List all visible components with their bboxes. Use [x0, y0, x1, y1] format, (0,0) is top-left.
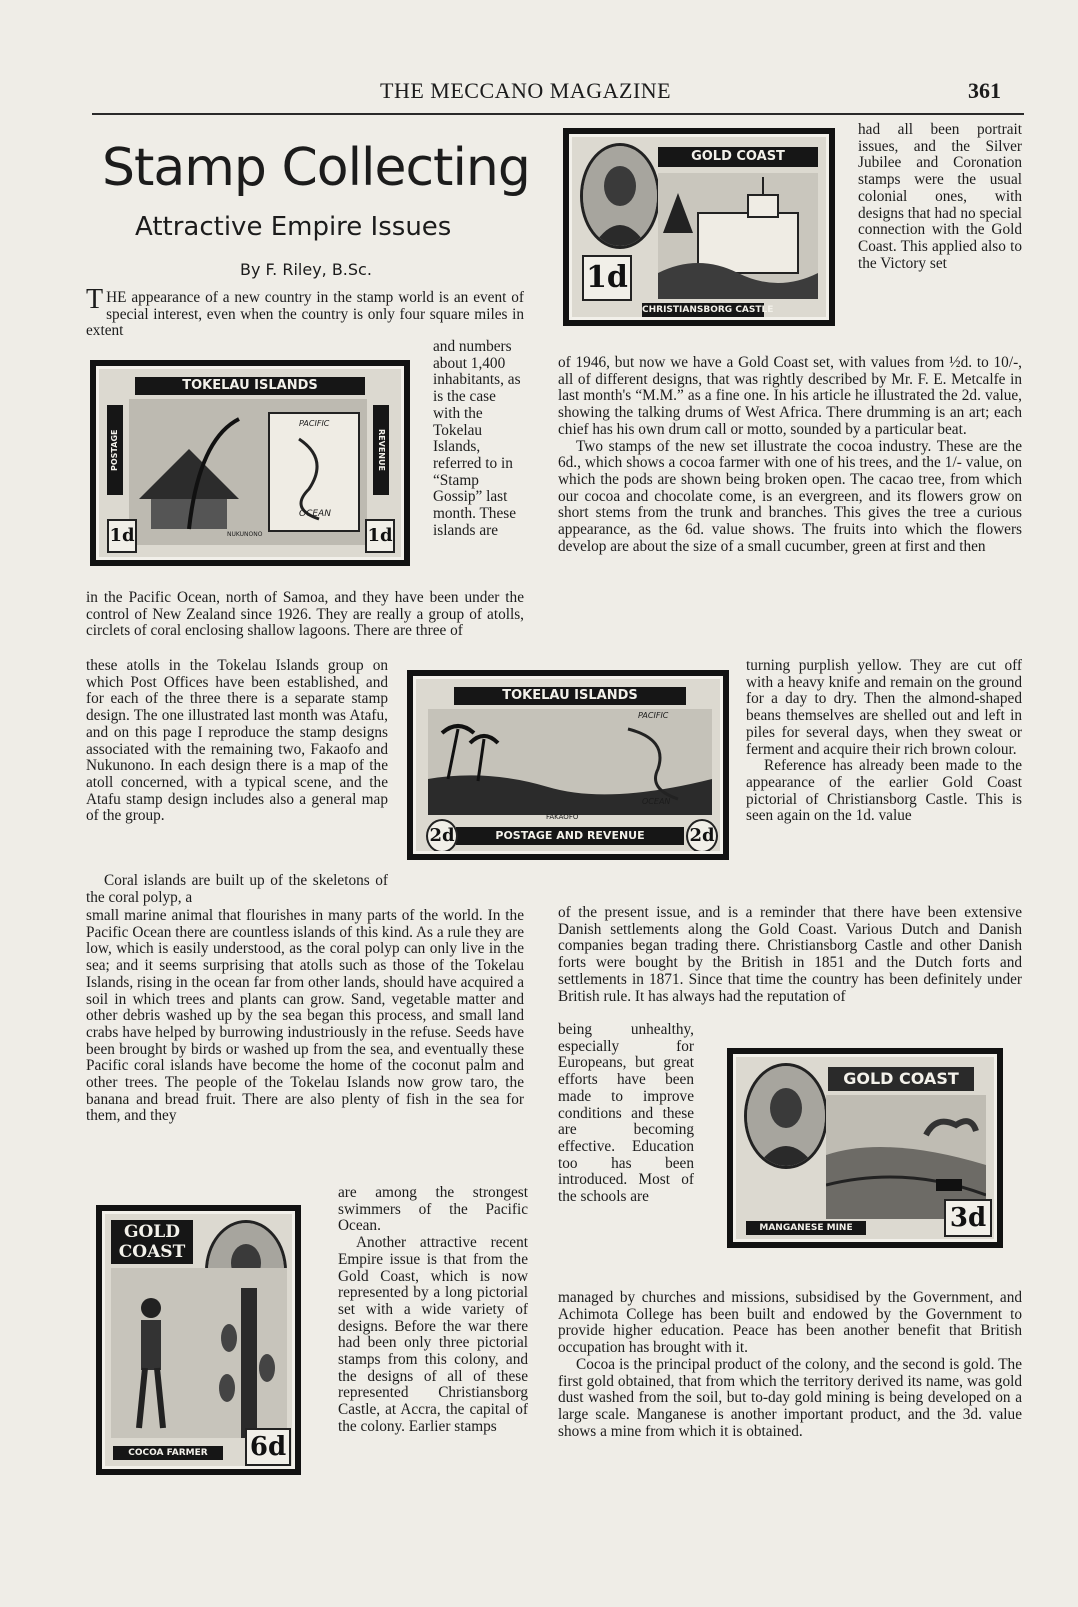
stamp-value-left: 2d	[426, 819, 458, 853]
health-paragraph	[558, 1022, 694, 1206]
article-subtitle: Attractive Empire Issues	[135, 212, 452, 242]
stamp-country: GOLD COAST	[828, 1067, 974, 1091]
stamp-value-right: 2d	[686, 819, 718, 853]
stamp-country-line2: COAST	[118, 1242, 186, 1262]
stamp-side-right: REVENUE	[373, 405, 389, 495]
stamp-gold-coast-6d	[96, 1205, 301, 1475]
atolls-text: these atolls in the Tokelau Islands group on which Post Offices have been established, and for each of the three there is a separate stamp design. The one illustrated last month was Atafu, and on this page I reproduce the stamp designs associated with the remaining two, Fakaofo and Nukunono. In each design there is a map of the atoll concerned, with a typical scene, and the Atafu stamp design includes also a general map of the group.	[86, 657, 388, 825]
stamp-frame	[102, 1211, 295, 1469]
king-portrait-icon	[744, 1063, 828, 1169]
swimmers-text: are among the strongest swimmers of the Pacific Ocean.	[338, 1184, 528, 1235]
stamp-country-line1: GOLD	[123, 1222, 181, 1242]
stamp-gold-coast-3d	[727, 1048, 1003, 1248]
atolls-paragraph	[86, 658, 388, 825]
page-number: 361	[968, 78, 1001, 103]
portrait-issues-paragraph	[858, 122, 1022, 272]
pacific-text: in the Pacific Ocean, north of Samoa, and they have been under the control of New Zealand since 1926. They are really a group of atolls, circlets of coral enclosing shallow lagoons. There are three of	[86, 589, 524, 640]
history-text: of the present issue, and is a reminder that there have been extensive Danish settlements along the Gold Coast. Various Dutch and Danish companies began trading there. Christiansborg Castle and other Danish forts were bought by the British in 1851 and the Dutch forts and settlements in 1871. Since that time the country has been definitely under British rule. It has always had the reputation of	[558, 904, 1022, 1005]
map-label: PACIFIC	[299, 419, 330, 428]
stamp-tokelau-2d	[407, 670, 729, 860]
stamp-country: TOKELAU ISLANDS	[135, 377, 365, 395]
drop-cap: T	[86, 284, 104, 315]
ocean-label: OCEAN	[642, 797, 671, 806]
pacific-paragraph	[86, 590, 524, 640]
products-text: Cocoa is the principal product of the colony, and the second is gold. The first gold obtained, that from which the territory derived its name, was gold dust washed from the soil, but to-day gold mining is being developed on a large scale. Manganese is another important product, and the 3d. value shows a mine from which it is obtained.	[558, 1355, 1022, 1440]
stamp-tokelau-1d	[90, 360, 410, 566]
stamp-value-left: 1d	[107, 519, 137, 553]
stamp-caption: COCOA FARMER	[113, 1446, 223, 1460]
ocean-label: OCEAN	[299, 509, 331, 519]
place-label: FAKAOFO	[546, 813, 579, 821]
king-portrait-icon	[580, 143, 660, 249]
article-byline: By F. Riley, B.Sc.	[240, 260, 372, 279]
place-label: NUKUNONO	[227, 531, 263, 538]
hut-scene-icon	[129, 399, 367, 545]
stamp-country	[111, 1220, 193, 1264]
coral-start-paragraph	[86, 873, 388, 906]
education-paragraph	[558, 1290, 1022, 1440]
stamp-caption: CHRISTIANSBORG CASTLE	[642, 305, 774, 315]
empire-issue-text: Another attractive recent Empire issue is that from the Gold Coast, which is now represented by a long pictorial set with a wide variety of designs. Before the war there had been only three pictorial stamps from this colony, and the designs of all of these represented Christiansborg Castle, at Accra, the capital of the colony. Earlier stamps	[338, 1234, 528, 1435]
beside-tokelau-paragraph: and numbers about 1,400 inhabitants, as is the case with the Tokelau Islands, referred to in “Stamp Gossip” last month. These islands are	[433, 338, 521, 539]
stamp-frame	[733, 1054, 997, 1242]
header-rule	[92, 113, 1024, 115]
education-text: managed by churches and missions, subsidised by the Government, and Achimota College has been built and endowed by the Government to provide higher education. Peace has been another benefit that British occupation has brought with it.	[558, 1289, 1022, 1357]
intro-text: HE appearance of a new country in the stamp world is an event of special interest, even when the country is only four square miles in extent	[86, 289, 524, 340]
victory-set-text: of 1946, but now we have a Gold Coast set, with values from ½d. to 10/-, all of different designs, that was rightly described by Mr. F. E. Metcalfe in last month's “M.M.” as a fine one. In his article he illustrated the 2d. value, showing the talking drums of West Africa. There drumming is an art; each chief has his own drum call or motto, sounded by a particular beat.	[558, 354, 1022, 438]
stamp-country: TOKELAU ISLANDS	[454, 687, 686, 705]
coral-paragraph	[86, 908, 524, 1125]
cocoa-process-text: turning purplish yellow. They are cut off with a heavy knife and remain on the ground for a day to dry. Then the almond-shaped beans themselves are shelled out and left in piles for several days, when they sweat or ferment and acquire their rich brown colour.	[746, 657, 1022, 758]
map-label: PACIFIC	[638, 711, 669, 720]
cocoa-industry-text: Two stamps of the new set illustrate the cocoa industry. These are the 6d., which shows a cocoa farmer with one of his trees, and the 1/- value, on which the pods are shown being broken open. The cacao tree, from which our cocoa and chocolate come, is an evergreen, and its flowers grow on short stems from the trunk and branches. This gives the tree a curious appearance, as the 6d. value shows. The fruits into which the flowers develop are about the size of a small cucumber, green at first and then	[558, 437, 1022, 555]
stamp-value: 6d	[245, 1428, 291, 1466]
magazine-title: THE MECCANO MAGAZINE	[380, 78, 672, 103]
stamp-bottom-band: POSTAGE AND REVENUE	[456, 827, 684, 845]
stamp-frame	[569, 134, 829, 320]
stamp-frame	[413, 676, 723, 854]
stamp-country: GOLD COAST	[658, 147, 818, 167]
stamp-side-left: POSTAGE	[107, 405, 123, 495]
coral-start-text: Coral islands are built up of the skeletons of the coral polyp, a	[86, 872, 388, 906]
intro-paragraph	[86, 284, 524, 340]
cocoa-farmer-icon	[111, 1268, 287, 1438]
stamp-caption: MANGANESE MINE	[746, 1221, 866, 1235]
stamp-value: 1d	[582, 255, 632, 301]
stamp-value-right: 1d	[365, 519, 395, 553]
empire-issue-paragraph	[338, 1185, 528, 1436]
stamp-gold-coast-1d	[563, 128, 835, 326]
victory-set-paragraph	[558, 355, 1022, 555]
health-text: being unhealthy, especially for Europeans, but great efforts have been made to improve conditions and these are becoming effective. Education too has been introduced. Most of the schools are	[558, 1021, 694, 1206]
stamp-value: 3d	[944, 1199, 992, 1237]
coral-text: small marine animal that flourishes in many parts of the world. In the Pacific Ocean there are countless islands of this kind. As a rule they are low, which is easily understood, as the coral polyp can only live in the sea; and it seems surprising that atolls such as those of the Tokelau Islands, rising in the ocean far from other lands, should have acquired a soil in which trees and plants can grow. Sand, vegetable matter and other debris washed up by the sea began this process, and small land crabs have helped by burrowing industriously in the refuse. Seeds have been brought by birds or washed up from the sea, and eventually these Pacific coral islands have become the home of the coconut palm and other trees. The people of the Tokelau Islands now grow taro, the banana and bread fruit. There are also plenty of fish in the sea for them, and they	[86, 907, 524, 1125]
cocoa-process-paragraph	[746, 658, 1022, 825]
castle-reference-text: Reference has already been made to the appearance of the earlier Gold Coast pictorial of Christiansborg Castle. This is seen again on the 1d. value	[746, 757, 1022, 825]
beside-tokelau-text	[433, 339, 524, 539]
article-title: Stamp Collecting	[102, 138, 530, 198]
castle-scene-icon	[658, 173, 818, 299]
portrait-issues-text: had all been portrait issues, and the Silver Jubilee and Coronation stamps were the usual colonial ones, with designs that had no special connection with the Gold Coast. This applied also to the Victory set	[858, 121, 1022, 272]
stamp-frame	[96, 366, 404, 560]
history-paragraph	[558, 905, 1022, 1005]
